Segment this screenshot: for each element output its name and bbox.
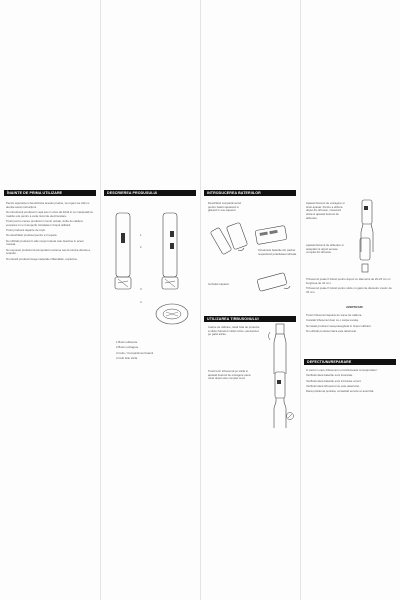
use-step-2: Tineti ferm tirbusonul pe sticla si apasati butonul de extragere pana cand dopul este complet scos. <box>208 369 251 381</box>
note: Tirbusonul poate fi folosit pentru sticle cu gatul de diametru maxim de 33 mm. <box>306 286 392 294</box>
section-header: DESCRIEREA PRODUSULUI <box>104 190 196 196</box>
battery-step-2: Introduceti bateriile din pachet respectand polaritatea indicata. <box>258 248 297 256</box>
panel-batteries <box>204 190 296 196</box>
use-step-1: Inainte de utilizare, taiati folia de protectie a sticlei folosind cutitul inclus, asezandu-l pe gatul sticlei. <box>208 325 260 337</box>
battery-open-drawing <box>212 222 252 256</box>
section-header: ÎNAINTE DE PRIMA UTILIZARE <box>4 190 96 196</box>
release-drawing-2 <box>352 238 378 272</box>
panel-use <box>204 316 296 322</box>
fold-line <box>100 0 101 600</box>
compat-notes <box>306 278 392 296</box>
warning: Nu lasati produsul nesupravegheat in timpul utilizarii. <box>306 323 372 328</box>
trouble-item: Verificati daca bateriile sunt introduse corect. <box>306 378 362 383</box>
fold-line <box>300 0 301 600</box>
bullet: Tineti produsul departe de copii. <box>6 228 46 232</box>
warning: Curatati tirbusonul doar cu o carpa uscata. <box>306 318 359 323</box>
note: Tirbusonul poate fi folosit pentru dopuri cu diametrul de 20-23 mm si lungimea de 44 mm. <box>306 277 391 285</box>
warnings-list <box>306 314 392 335</box>
warning: Tineti tirbusonul departe de surse de caldura. <box>306 313 363 317</box>
section-header: DEFECTIUNI/REPARARE <box>304 359 396 365</box>
part-item: 4.Cutit folie sticla <box>116 355 138 360</box>
warning: Nu utilizati produsul daca este deteriorat. <box>306 328 357 333</box>
corkscrew-side-drawing <box>160 213 180 293</box>
panel-troubleshooting <box>304 359 396 365</box>
before-use-text <box>6 202 94 263</box>
trouble-item: Verificati daca bateriile sunt incarcate. <box>306 373 353 378</box>
corkscrew-front-drawing <box>114 213 134 293</box>
part-item: 1.Buton eliberare <box>116 340 138 344</box>
parts-list <box>116 341 196 362</box>
bullet: Nu deschideti produsul pentru a il repara. <box>6 233 58 238</box>
section-header: INTRODUCEREA BATERIILOR <box>204 190 296 196</box>
bullet: Nu utilizati produsul in alte scopuri decat cele descrise in acest manual. <box>6 238 84 247</box>
warnings-title: AVERTIZARI <box>346 305 363 309</box>
intro-text: Pentru siguranța si beneficiului acestui produs, va rugam sa citiți cu atenție acest instrucțiuni. <box>6 201 90 209</box>
battery-close-drawing <box>254 272 294 296</box>
battery-step-1: Deschideti compartimentul pentru baterii apasand si glisand in sus capacul. <box>208 201 241 213</box>
foil-cutter-drawing <box>152 300 192 328</box>
trouble-intro: In cazul in care tirbusonul nu functioneaza corespunzator: <box>306 368 378 372</box>
extract-drawing <box>266 372 296 428</box>
panel-before-use <box>4 190 96 196</box>
panel-product-description <box>104 190 196 196</box>
section-header: UTILIZAREA TIRBUSONULUI <box>204 316 296 322</box>
trouble-list <box>306 369 392 395</box>
part-item: 3.Cutie / Compartiment baterii <box>116 350 154 355</box>
bullet: Nu introduceți produsul in apa sau in orice alt lichid si nu manipulați cu mainile ude pentru a evita riscul de electrocutare. <box>6 210 94 218</box>
part-label: 4 <box>140 300 142 304</box>
part-label: 3 <box>140 287 142 291</box>
bullet: Tineti pentru mereu produsul in locuri uscate, ferite de caldura excesiva si nu il acoperiti niciodata in timpul utilizarii. <box>6 219 83 227</box>
trouble-item: Verificati daca tirbusonul nu este deteriorat. <box>306 383 360 388</box>
foil-cut-drawing <box>268 324 292 374</box>
release-note-1: Apasati butonul de extragere si tineti apasat. Pentru a elibera dopul din tirbuson, intoarceti sticla si apasati butonul de eliberare. <box>306 201 345 220</box>
fold-line <box>200 0 201 600</box>
battery-step-3: Inchideti capacul. <box>208 282 230 286</box>
part-label: 1 <box>140 233 142 237</box>
trouble-item: Daca problema persista, contactati service-ul autorizat. <box>306 389 375 394</box>
part-item: 2.Buton extragere <box>116 345 139 350</box>
bullet: Nu folositi produsul langa materiale inflamabile, explozive. <box>6 256 78 261</box>
battery-insert-drawing <box>254 222 294 250</box>
bullet: Nu expuneti produsul la temperaturi extreme sau la lumina directa a soarelui. <box>6 247 90 256</box>
release-note-2: Apasati butonul de eliberare si asteptati ca dopul sa iasa complet din tirbuson. <box>306 243 344 255</box>
part-label: 2 <box>140 245 142 249</box>
